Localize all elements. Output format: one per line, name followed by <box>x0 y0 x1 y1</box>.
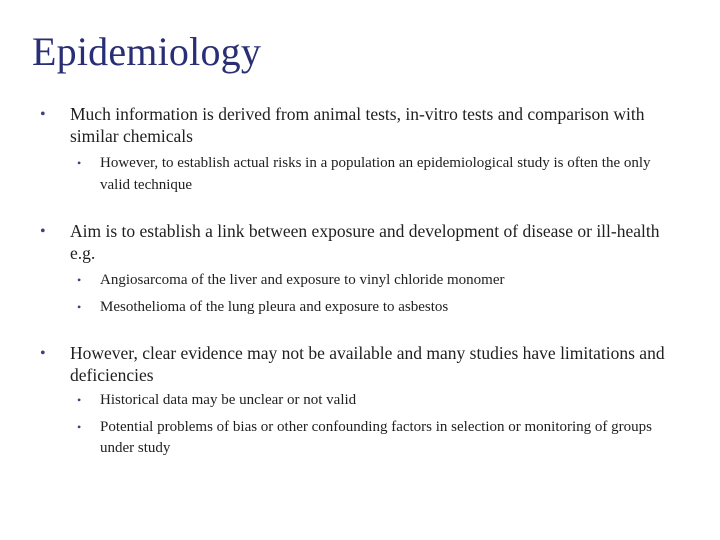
sub-bullet-text: Historical data may be unclear or not valid <box>100 392 357 408</box>
sub-bullet-text: Potential problems of bias or other confounding factors in selection or monitoring of groups under study <box>100 418 652 456</box>
bullet-item <box>30 343 680 386</box>
sub-bullet-item <box>30 390 680 412</box>
sub-bullet-group <box>30 390 680 460</box>
sub-bullet-icon: • <box>77 419 82 434</box>
slide-title: Epidemiology <box>32 29 262 74</box>
bullet-list <box>30 104 680 460</box>
sub-bullet-icon: • <box>77 299 82 314</box>
bullet-icon: • <box>40 223 46 240</box>
sub-bullet-item <box>30 270 680 292</box>
sub-bullet-text: Mesothelioma of the lung pleura and exposure to asbestos <box>100 298 449 315</box>
bullet-item <box>30 104 680 147</box>
sub-bullet-list <box>30 153 680 196</box>
sub-bullet-item <box>30 297 680 319</box>
spacer <box>30 196 680 221</box>
spacer <box>30 318 680 343</box>
sub-bullet-item <box>30 153 680 196</box>
bullet-text: Aim is to establish a link between exposure and development of disease or ill-health e.g. <box>70 221 660 263</box>
bullet-text: However, clear evidence may not be available and many studies have limitations and deficiencies <box>70 343 665 385</box>
sub-bullet-text: Angiosarcoma of the liver and exposure to vinyl chloride monomer <box>100 272 505 288</box>
bullet-item <box>30 221 680 264</box>
bullet-icon: • <box>40 345 46 362</box>
sub-bullet-item <box>30 417 680 460</box>
sub-bullet-list <box>30 270 680 318</box>
sub-bullet-group <box>30 153 680 196</box>
sub-bullet-text: However, to establish actual risks in a population an epidemiological study is often the only valid technique <box>100 155 651 193</box>
bullet-icon: • <box>40 106 46 123</box>
sub-bullet-list <box>30 390 680 460</box>
sub-bullet-icon: • <box>77 156 82 170</box>
bullet-text: Much information is derived from animal tests, in-vitro tests and comparison with similar chemicals <box>70 104 645 146</box>
sub-bullet-icon: • <box>77 273 82 287</box>
sub-bullet-group <box>30 270 680 318</box>
sub-bullet-icon: • <box>77 393 82 407</box>
